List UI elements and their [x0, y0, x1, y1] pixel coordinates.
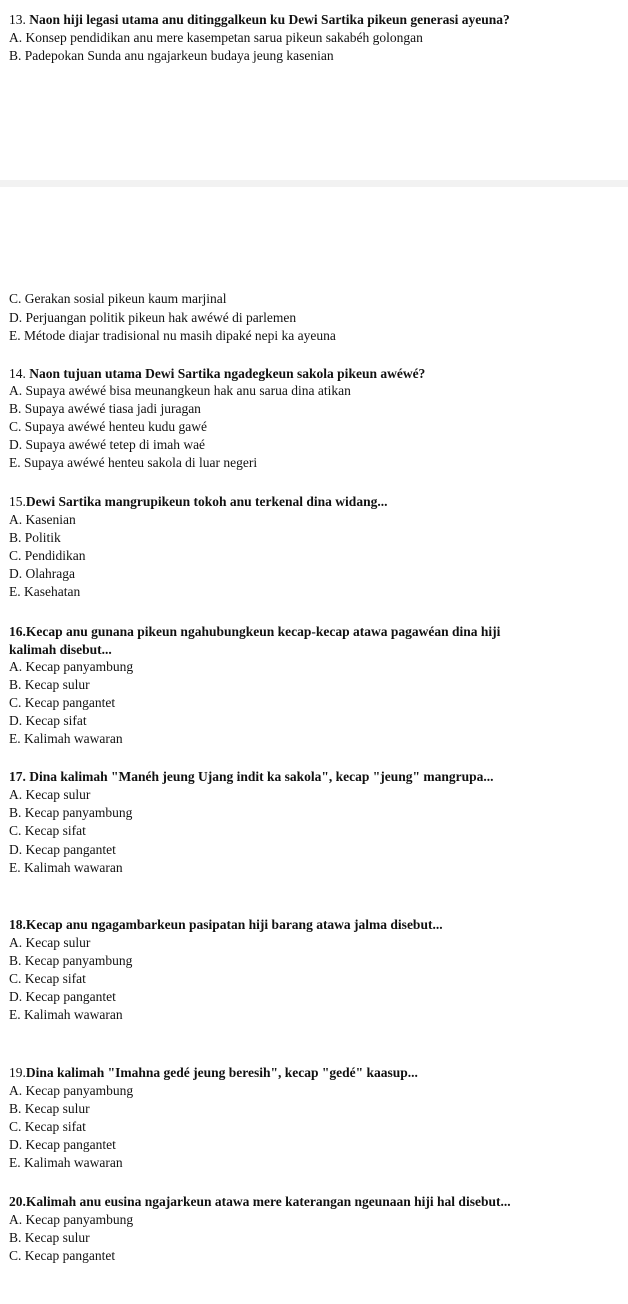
q14-option-c: C. Supaya awéwé henteu kudu gawé — [9, 419, 207, 434]
question-14 — [9, 366, 425, 382]
q14-option-a: A. Supaya awéwé bisa meunangkeun hak anu sarua dina atikan — [9, 383, 351, 398]
q13-option-e: E. Métode diajar tradisional nu masih dipaké nepi ka ayeuna — [9, 328, 336, 343]
question-number: 14. — [9, 366, 30, 381]
q20-option-a: A. Kecap panyambung — [9, 1212, 134, 1227]
q19-option-b: B. Kecap sulur — [9, 1101, 90, 1116]
question-text: Naon hiji legasi utama anu ditinggalkeun ku Dewi Sartika pikeun generasi ayeuna? — [29, 12, 510, 27]
q16-option-a: A. Kecap panyambung — [9, 659, 134, 674]
q18-option-e: E. Kalimah wawaran — [9, 1007, 123, 1022]
q18-option-b: B. Kecap panyambung — [9, 953, 133, 968]
question-text: 16.Kecap anu gunana pikeun ngahubungkeun kecap-kecap atawa pagawéan dina hiji — [9, 624, 501, 639]
q18-option-c: C. Kecap sifat — [9, 971, 86, 986]
q17-option-c: C. Kecap sifat — [9, 823, 86, 838]
q16-option-c: C. Kecap pangantet — [9, 695, 116, 710]
q19-option-e: E. Kalimah wawaran — [9, 1155, 123, 1170]
q19-option-a: A. Kecap panyambung — [9, 1083, 134, 1098]
q19-option-c: C. Kecap sifat — [9, 1119, 86, 1134]
q17-option-e: E. Kalimah wawaran — [9, 860, 123, 875]
question-19 — [9, 1065, 418, 1081]
q17-option-a: A. Kecap sulur — [9, 787, 91, 802]
question-text: 18.Kecap anu ngagambarkeun pasipatan hiji barang atawa jalma disebut... — [9, 917, 443, 932]
question-text: kalimah disebut... — [9, 642, 112, 657]
question-text: Dewi Sartika mangrupikeun tokoh anu terkenal dina widang... — [25, 494, 388, 509]
question-number: 19. — [9, 1065, 26, 1080]
question-17 — [9, 769, 494, 785]
question-15 — [9, 494, 387, 510]
question-number: 13. — [9, 12, 30, 27]
q13-option-b: B. Padepokan Sunda anu ngajarkeun budaya jeung kasenian — [9, 48, 334, 63]
page-divider — [0, 180, 628, 187]
q20-option-b: B. Kecap sulur — [9, 1230, 90, 1245]
q14-option-b: B. Supaya awéwé tiasa jadi juragan — [9, 401, 201, 416]
question-text: 20.Kalimah anu eusina ngajarkeun atawa mere katerangan ngeunaan hiji hal disebut... — [9, 1194, 511, 1209]
q16-option-e: E. Kalimah wawaran — [9, 731, 123, 746]
question-18 — [9, 917, 443, 933]
q15-option-d: D. Olahraga — [9, 566, 75, 581]
q17-option-d: D. Kecap pangantet — [9, 842, 116, 857]
q15-option-b: B. Politik — [9, 530, 61, 545]
question-20 — [9, 1194, 511, 1210]
q17-option-b: B. Kecap panyambung — [9, 805, 133, 820]
question-16-cont — [9, 642, 112, 658]
q13-option-c: C. Gerakan sosial pikeun kaum marjinal — [9, 291, 227, 306]
q15-option-e: E. Kasehatan — [9, 584, 81, 599]
q18-option-d: D. Kecap pangantet — [9, 989, 116, 1004]
q18-option-a: A. Kecap sulur — [9, 935, 91, 950]
question-text: Naon tujuan utama Dewi Sartika ngadegkeun sakola pikeun awéwé? — [29, 366, 426, 381]
question-13 — [9, 12, 510, 28]
q13-option-d: D. Perjuangan politik pikeun hak awéwé di parlemen — [9, 310, 297, 325]
q13-option-a: A. Konsep pendidikan anu mere kasempetan sarua pikeun sakabéh golongan — [9, 30, 423, 45]
q16-option-d: D. Kecap sifat — [9, 713, 87, 728]
q20-option-c: C. Kecap pangantet — [9, 1248, 116, 1263]
q16-option-b: B. Kecap sulur — [9, 677, 90, 692]
q14-option-d: D. Supaya awéwé tetep di imah waé — [9, 437, 206, 452]
q14-option-e: E. Supaya awéwé henteu sakola di luar negeri — [9, 455, 258, 470]
q15-option-c: C. Pendidikan — [9, 548, 86, 563]
question-text: Dina kalimah "Imahna gedé jeung beresih", kecap "gedé" kaasup... — [25, 1065, 418, 1080]
question-16 — [9, 624, 500, 640]
question-number: 15. — [9, 494, 26, 509]
q19-option-d: D. Kecap pangantet — [9, 1137, 116, 1152]
question-text: 17. Dina kalimah "Manéh jeung Ujang indit ka sakola", kecap "jeung" mangrupa... — [9, 769, 494, 784]
q15-option-a: A. Kasenian — [9, 512, 76, 527]
